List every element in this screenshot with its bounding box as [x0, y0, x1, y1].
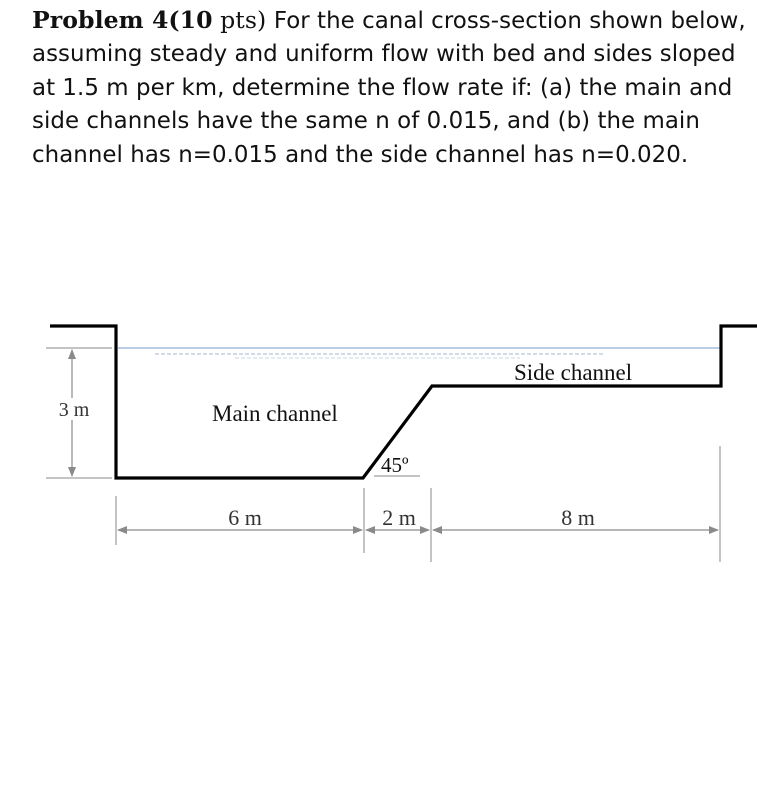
angle-label: 45º	[381, 453, 409, 477]
problem-points: pts)	[220, 6, 267, 34]
depth-label: 3 m	[58, 399, 90, 421]
main-channel-label: Main channel	[212, 401, 338, 426]
slope-width-label: 2 m	[382, 505, 416, 530]
main-width-label: 6 m	[228, 505, 262, 530]
problem-label: Problem 4(10	[32, 6, 213, 34]
side-channel-label: Side channel	[514, 360, 633, 385]
side-width-label: 8 m	[561, 505, 595, 530]
problem-text: For the canal cross-section shown below, assuming steady and uniform flow with bed and sides sloped at 1.5 m per km, determine the flow rate if: (a) the main and side channels have the same n of 0.015, and (b) the main channel has n=0.015 and the side channel has n=0.020.	[32, 8, 746, 168]
